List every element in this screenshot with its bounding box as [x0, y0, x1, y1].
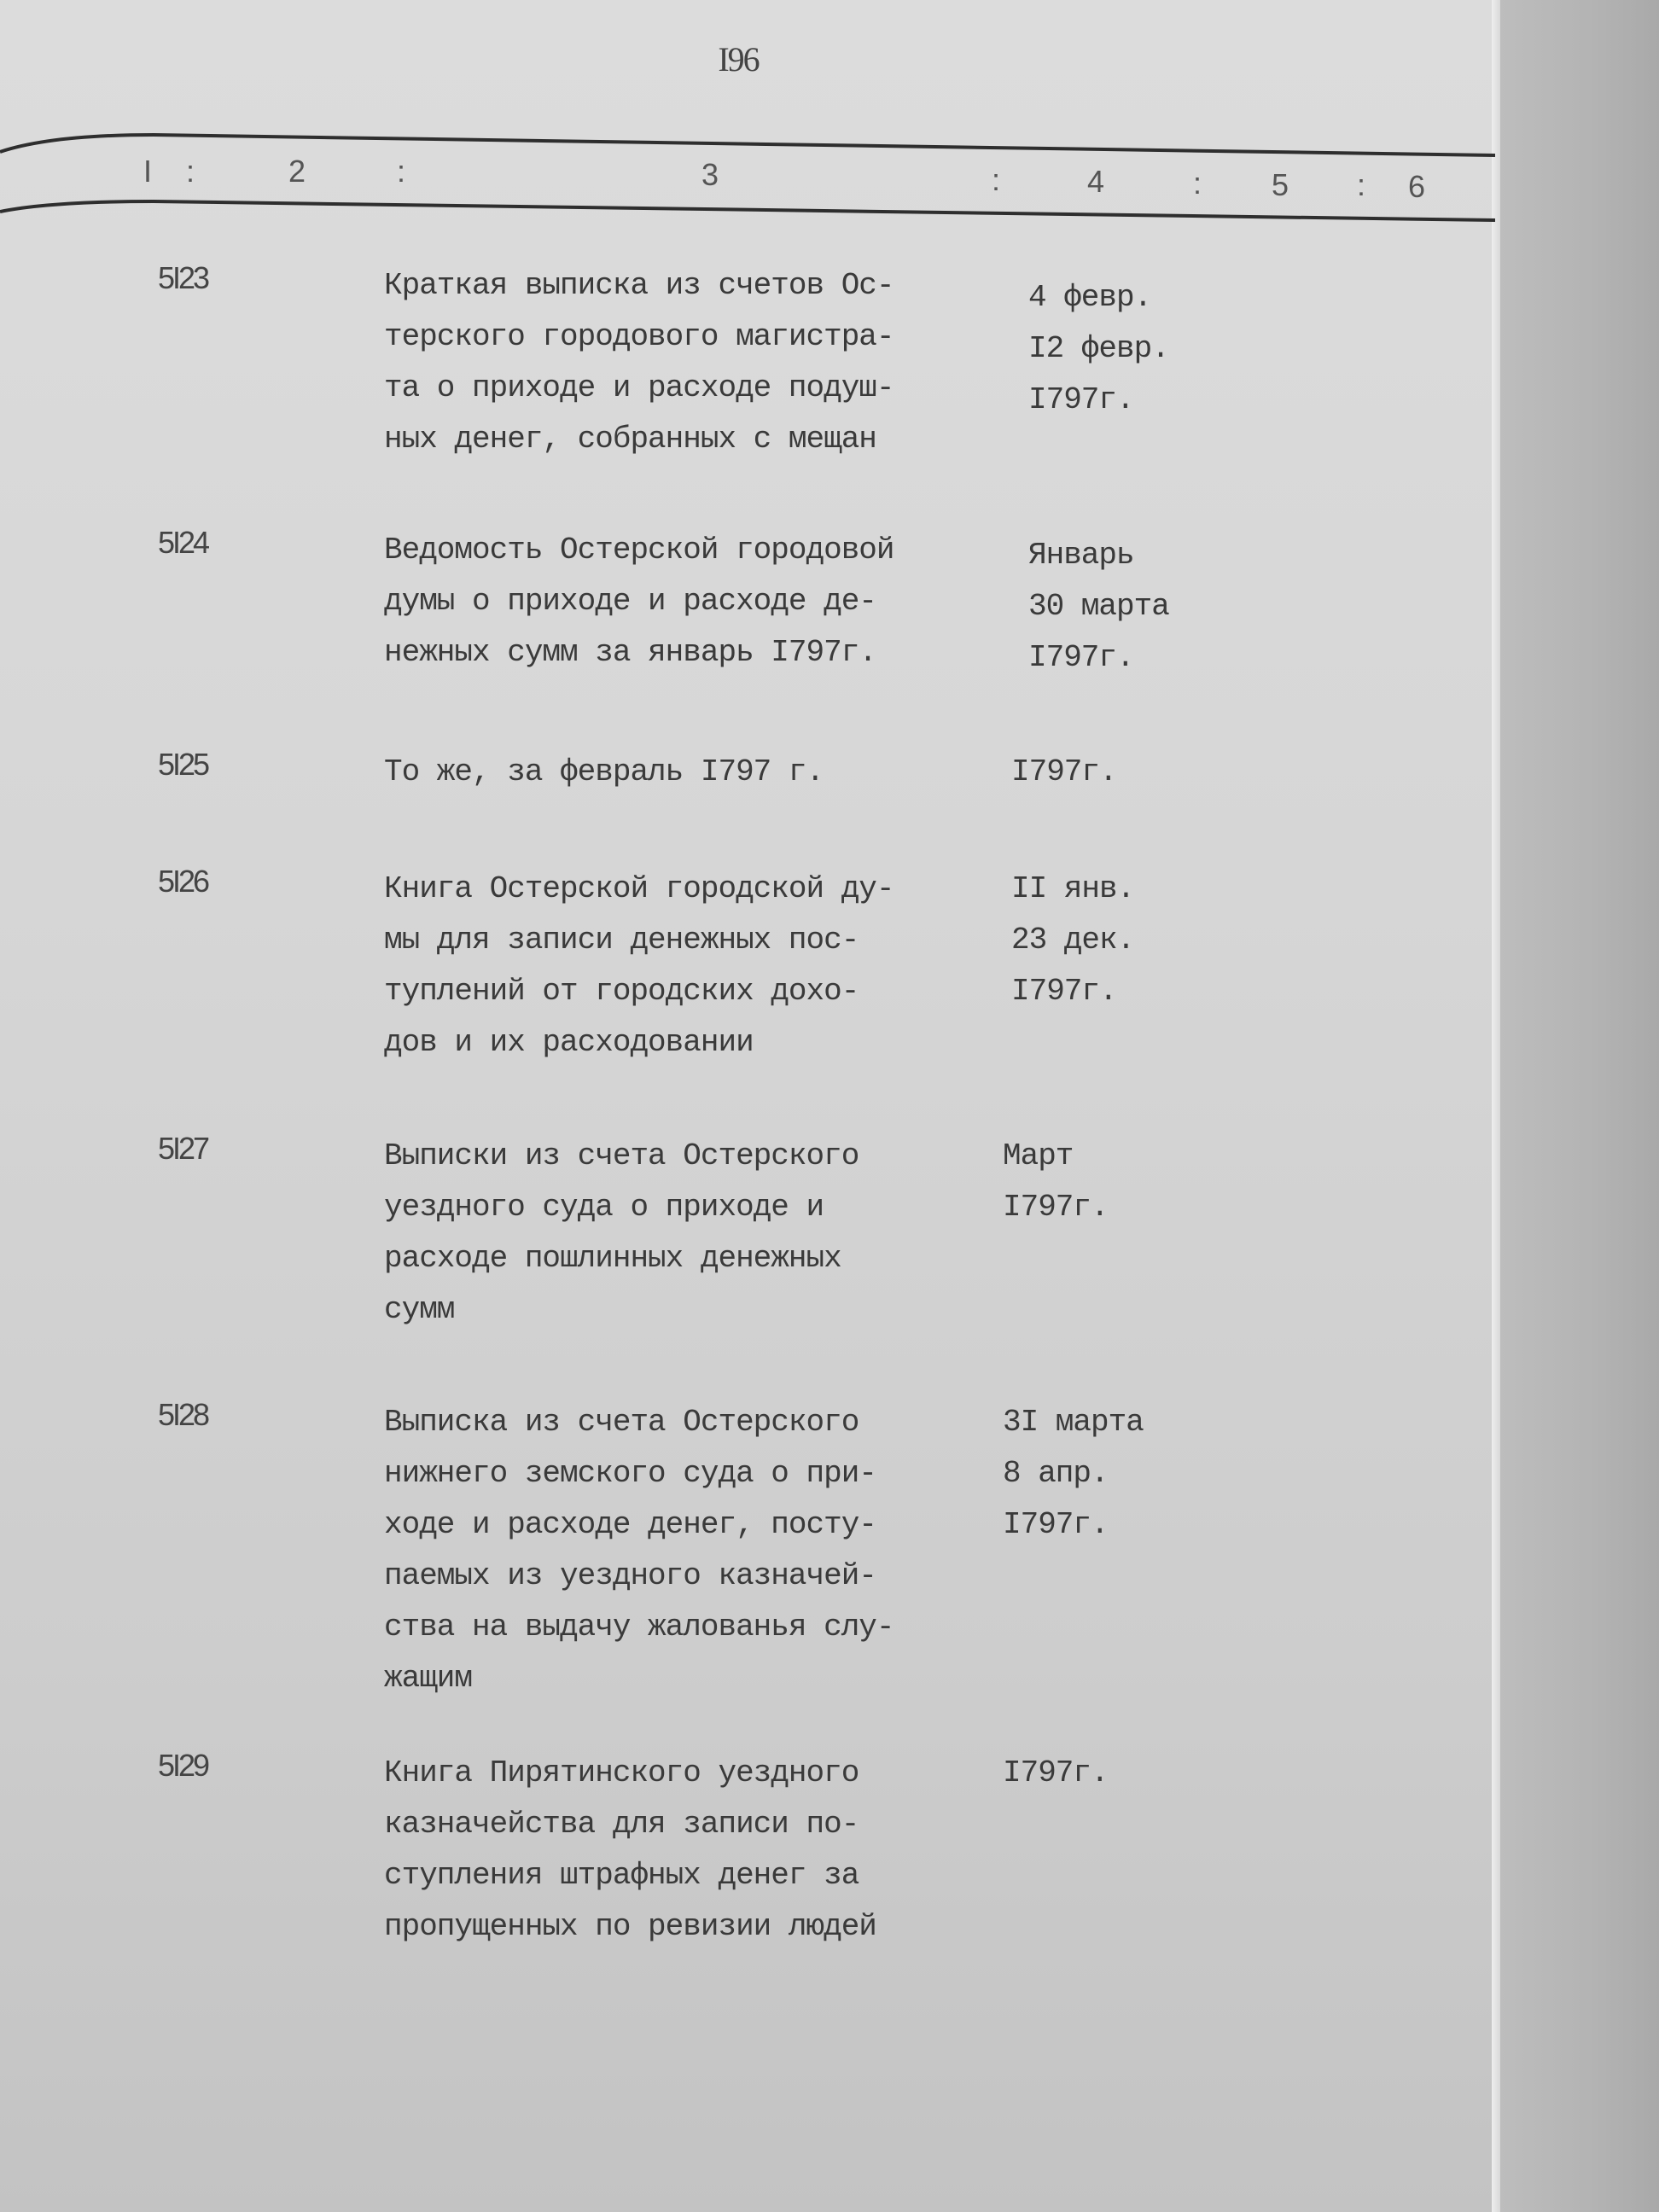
header-separator: :	[1193, 166, 1202, 201]
date-line: I797г.	[1028, 382, 1134, 417]
description-line: туплений от городских дохо-	[384, 974, 859, 1009]
header-col-5: 5	[1272, 167, 1289, 202]
entry-dates	[1011, 864, 1216, 1017]
entry-number: 5I27	[158, 1131, 208, 1166]
header-col-1: I	[143, 154, 153, 189]
date-line: Март	[1003, 1138, 1074, 1173]
description-line: ступления штрафных денег за	[384, 1858, 859, 1893]
header-col-6: 6	[1408, 169, 1426, 204]
description-line: жащим	[384, 1661, 473, 1696]
description-line: терского городового магистра-	[384, 319, 894, 354]
header-separator: :	[992, 162, 1001, 197]
entry-number: 5I28	[158, 1397, 208, 1432]
date-line: I797г.	[1003, 1755, 1109, 1790]
entry-number: 5I29	[158, 1748, 208, 1783]
description-line: То же, за февраль I797 г.	[384, 754, 824, 789]
entry-description	[384, 747, 998, 798]
entry-dates	[1003, 1748, 1208, 1799]
description-line: Краткая выписка из счетов Ос-	[384, 268, 894, 303]
date-line: II янв.	[1011, 871, 1135, 906]
description-line: Книга Пирятинского уездного	[384, 1755, 859, 1790]
date-line: 8 апр.	[1003, 1456, 1109, 1491]
entry-dates	[1028, 530, 1233, 684]
description-line: Ведомость Остерской городовой	[384, 533, 894, 568]
entry-description	[384, 260, 998, 465]
entry-dates	[1003, 1397, 1208, 1551]
date-line: I797г.	[1011, 754, 1117, 789]
header-separator: :	[397, 154, 406, 189]
header-separator: :	[186, 154, 195, 189]
description-line: паемых из уездного казначей-	[384, 1558, 876, 1593]
entry-description	[384, 1397, 998, 1704]
description-line: думы о приходе и расходе де-	[384, 584, 876, 619]
entry-dates	[1003, 1131, 1208, 1233]
entry-number: 5I23	[158, 260, 208, 295]
description-line: сумм	[384, 1292, 455, 1327]
entry-description	[384, 1748, 998, 1953]
description-line: ных денег, собранных с мещан	[384, 422, 876, 457]
background-surface	[1500, 0, 1659, 2212]
description-line: уездного суда о приходе и	[384, 1190, 824, 1225]
date-line: I797г.	[1011, 974, 1117, 1009]
entry-dates	[1011, 747, 1216, 798]
date-line: 4 февр.	[1028, 280, 1152, 315]
entry-number: 5I25	[158, 747, 208, 782]
date-line: I797г.	[1003, 1507, 1109, 1542]
header-top-rule	[0, 128, 1495, 162]
page-number: I96	[718, 40, 759, 79]
date-line: I797г.	[1028, 640, 1134, 675]
description-line: Выписка из счета Остерского	[384, 1405, 859, 1440]
header-separator: :	[1357, 167, 1366, 202]
entry-description	[384, 1131, 998, 1336]
header-col-2: 2	[288, 154, 306, 189]
description-line: Выписки из счета Остерского	[384, 1138, 859, 1173]
entry-description	[384, 864, 998, 1068]
description-line: нежных сумм за январь I797г.	[384, 635, 876, 670]
entry-dates	[1028, 272, 1233, 426]
page-edge	[1492, 0, 1500, 2212]
entry-number: 5I24	[158, 525, 208, 560]
description-line: ходе и расходе денег, посту-	[384, 1507, 876, 1542]
description-line: Книга Остерской городской ду-	[384, 871, 894, 906]
date-line: Январь	[1028, 538, 1134, 573]
description-line: пропущенных по ревизии людей	[384, 1909, 876, 1944]
date-line: I2 февр.	[1028, 331, 1169, 366]
date-line: I797г.	[1003, 1190, 1109, 1225]
date-line: 30 марта	[1028, 589, 1169, 624]
description-line: мы для записи денежных пос-	[384, 923, 859, 958]
entry-number: 5I26	[158, 864, 208, 899]
date-line: 3I марта	[1003, 1405, 1144, 1440]
entry-description	[384, 525, 998, 678]
description-line: расходе пошлинных денежных	[384, 1241, 841, 1276]
description-line: та о приходе и расходе подуш-	[384, 370, 894, 405]
description-line: казначейства для записи по-	[384, 1807, 859, 1842]
header-col-4: 4	[1087, 164, 1105, 199]
description-line: ства на выдачу жалованья слу-	[384, 1610, 894, 1644]
header-col-3: 3	[701, 157, 719, 192]
date-line: 23 дек.	[1011, 923, 1135, 958]
description-line: дов и их расходовании	[384, 1025, 754, 1060]
description-line: нижнего земского суда о при-	[384, 1456, 876, 1491]
